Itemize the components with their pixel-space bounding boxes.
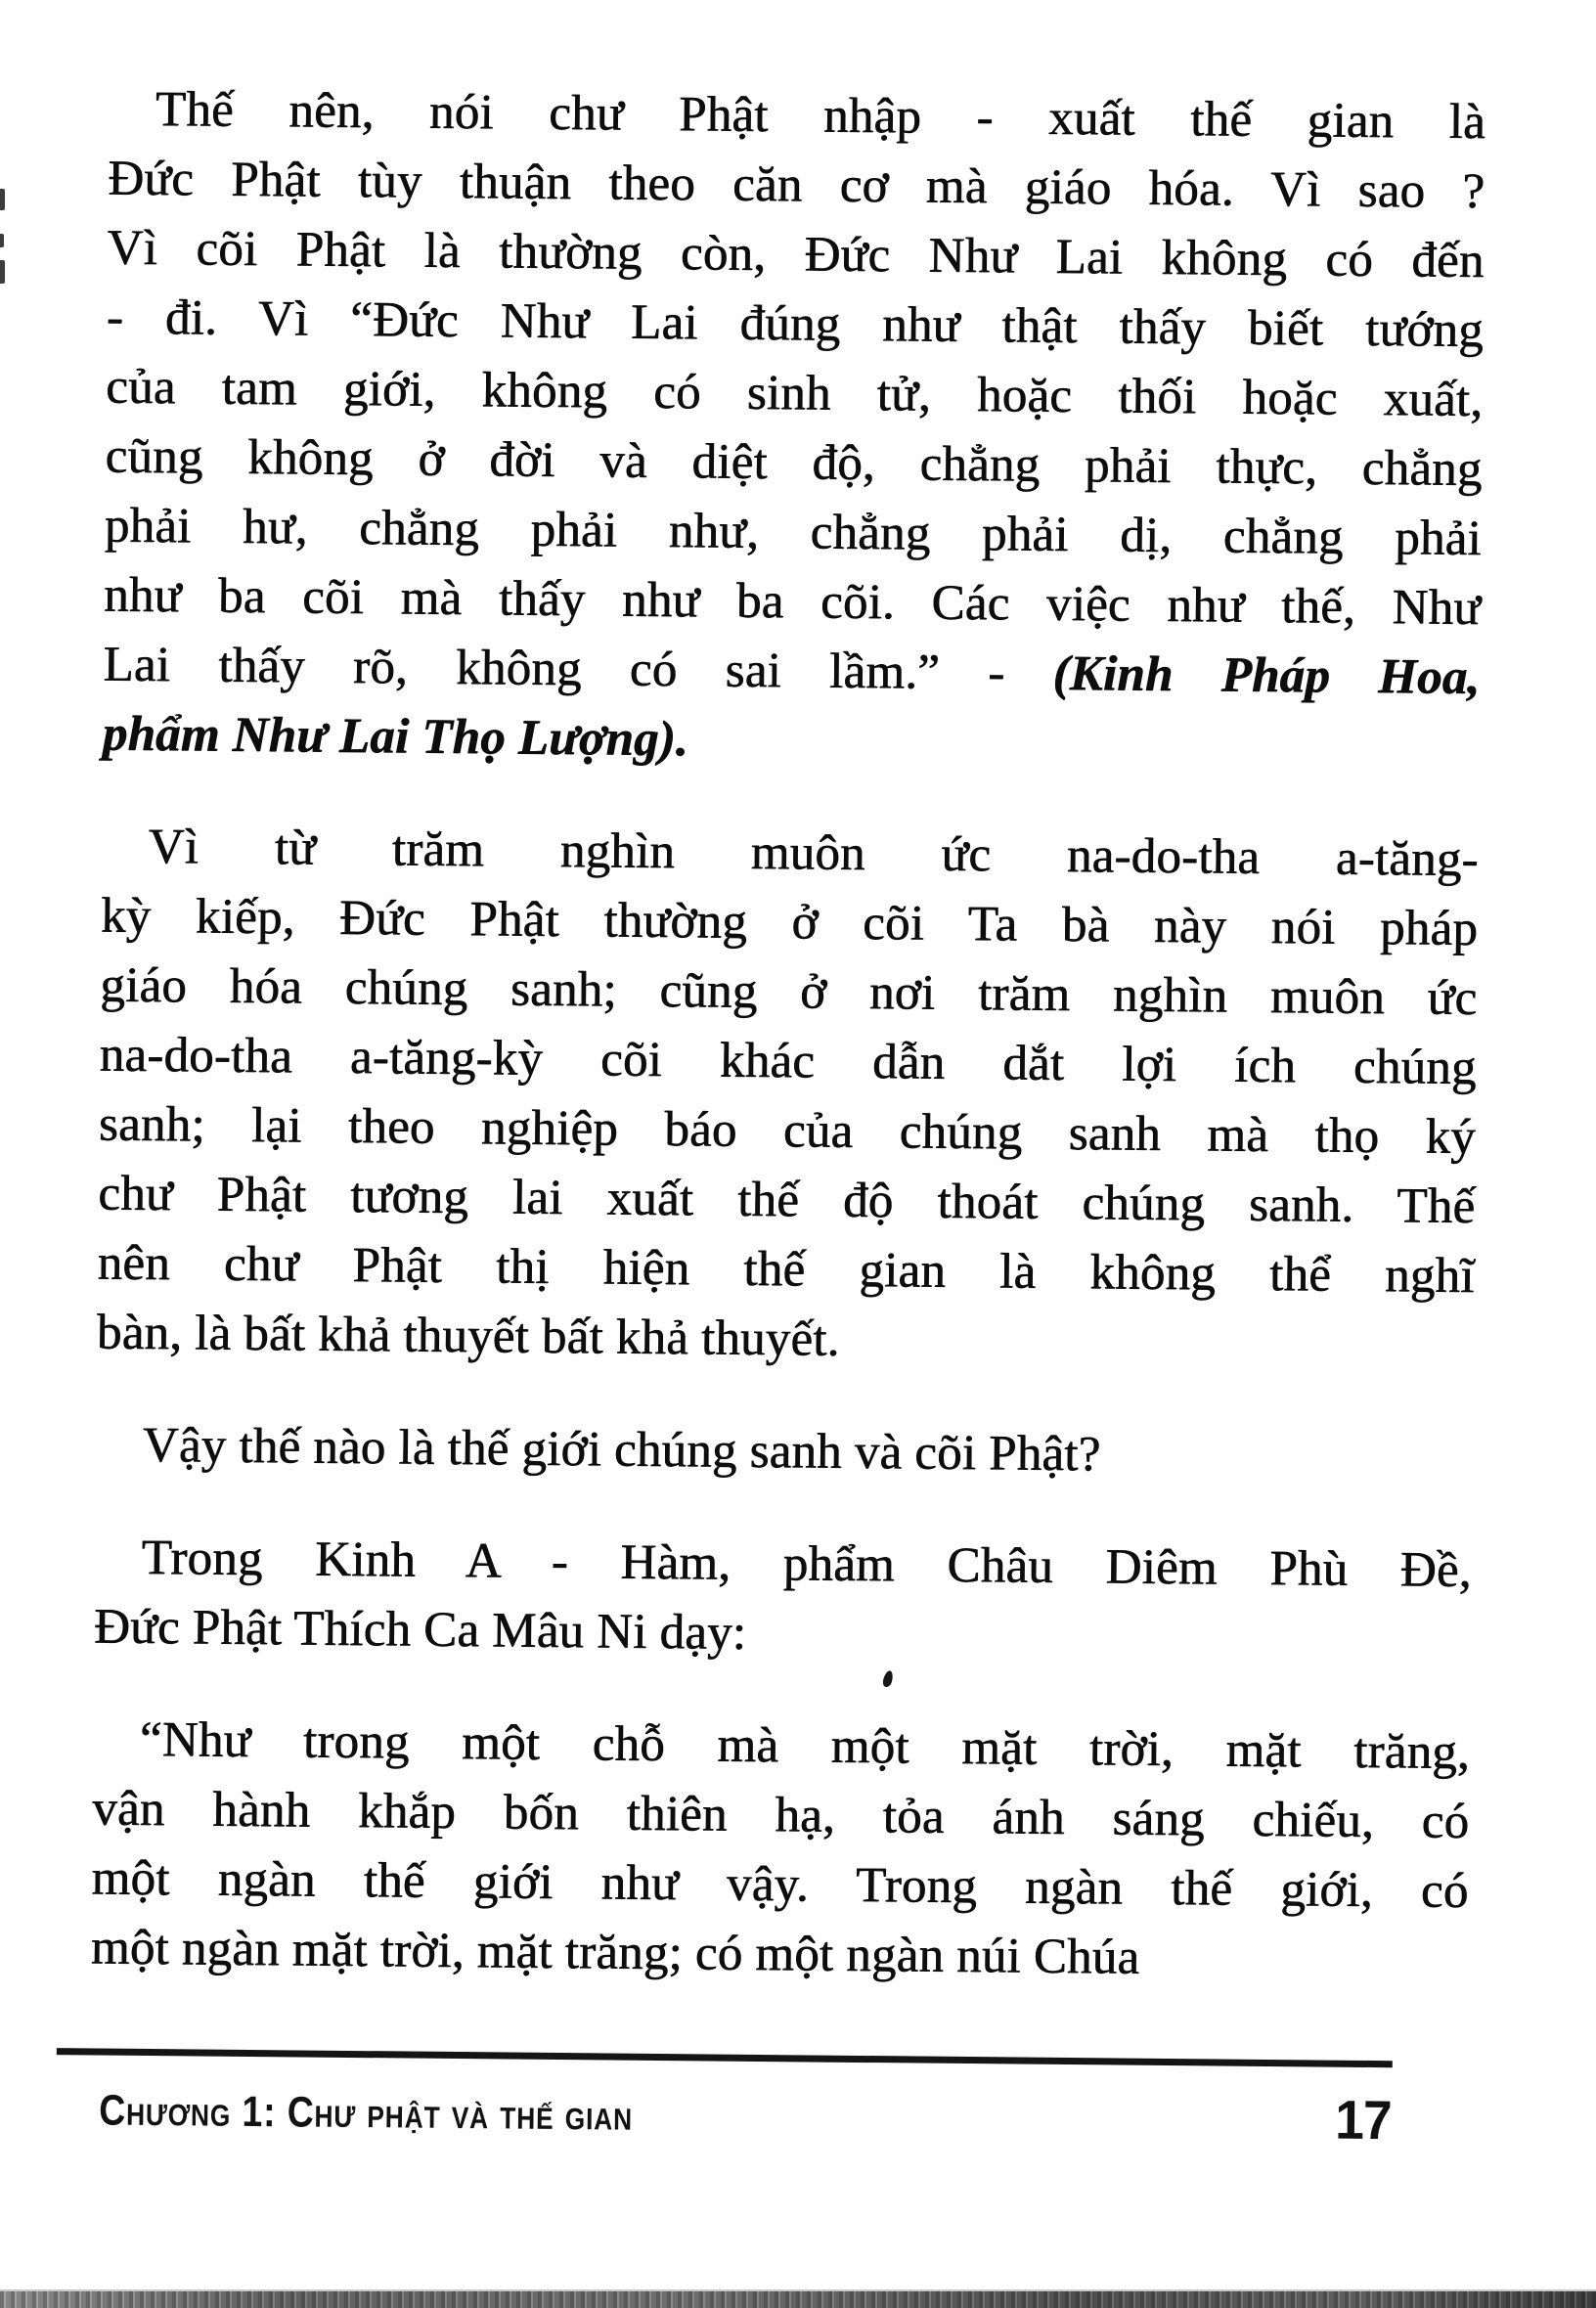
- paragraph: [97, 812, 1479, 1380]
- text-line: [102, 699, 1480, 782]
- text-line: [107, 283, 1485, 366]
- paragraph: [95, 1410, 1473, 1493]
- text-line: [94, 1592, 1472, 1675]
- body-text: kỳ kiếp, Đức Phật thường ở cõi Ta bà này nói pháp: [100, 888, 1479, 956]
- text-line: [105, 422, 1483, 505]
- body-text: “Như trong một chỗ mà một mặt trời, mặt trăng,: [139, 1711, 1471, 1780]
- body-text: - đi. Vì “Đức Như Lai đúng như thật thấy biết tướng: [106, 289, 1485, 358]
- text-line: [97, 1228, 1475, 1311]
- body-text: Vậy thế nào là thế giới chúng sanh và cõi Phật?: [142, 1417, 1101, 1483]
- scan-edge-artifact: [0, 234, 4, 247]
- body-text: chư Phật tương lai xuất thế độ thoát chúng sanh. Thế: [98, 1166, 1476, 1234]
- text-line: [91, 1843, 1469, 1927]
- scripture-citation: phẩm Như Lai Thọ Lượng).: [102, 706, 689, 768]
- text-line: [94, 1523, 1472, 1606]
- text-line: [98, 1159, 1476, 1242]
- text-line: [109, 74, 1486, 157]
- scripture-citation: (Kinh Pháp Hoa,: [1052, 645, 1481, 705]
- text-line: [100, 951, 1478, 1034]
- text-line: [107, 213, 1485, 296]
- body-text: Đức Phật tùy thuận theo căn cơ mà giáo hóa. Vì sao ?: [107, 151, 1485, 220]
- body-text: giáo hóa chúng sanh; cũng ở nơi trăm nghìn muôn ức: [100, 957, 1478, 1026]
- text-line: [91, 1913, 1469, 1996]
- body-text: Trong Kinh A - Hàm, phẩm Châu Diêm Phù Đề,: [141, 1530, 1472, 1598]
- text-line: [93, 1705, 1471, 1788]
- text-line: [92, 1774, 1470, 1857]
- body-text: Thế nên, nói chư Phật nhập - xuất thế gian là: [155, 81, 1486, 151]
- paragraph: [91, 1705, 1471, 1996]
- text-line: [104, 491, 1482, 574]
- footer-chapter-title: Chương 1: Chư phật và thế gian: [99, 2086, 634, 2140]
- body-text: như ba cõi mà thấy như ba cõi. Các việc như thế, Như: [103, 567, 1482, 636]
- paragraph: [102, 74, 1485, 781]
- body-text: vận hành khắp bốn thiên hạ, tỏa ánh sáng chiếu, có: [91, 1781, 1470, 1849]
- page-number: 17: [1334, 2088, 1392, 2152]
- body-text: sanh; lại theo nghiệp báo của chúng sanh mà thọ ký: [98, 1096, 1477, 1165]
- scan-edge-artifact: [0, 260, 5, 284]
- text-line: [101, 812, 1479, 895]
- text-line: [101, 881, 1479, 964]
- body-text: một ngàn thế giới như vậy. Trong ngàn thế giới, có: [91, 1850, 1469, 1919]
- text-line: [97, 1298, 1475, 1381]
- text-line: [104, 560, 1482, 644]
- footer-divider-rule: [57, 2048, 1393, 2067]
- body-text: na-do-tha a-tăng-kỳ cõi khác dẫn dắt lợi ích chúng: [99, 1027, 1477, 1095]
- scan-edge-artifact: [0, 189, 5, 210]
- text-line: [95, 1410, 1473, 1493]
- paragraph: [94, 1523, 1472, 1675]
- body-text: bàn, là bất khả thuyết bất khả thuyết.: [96, 1305, 840, 1367]
- text-line: [103, 630, 1481, 713]
- body-text: Đức Phật Thích Ca Mâu Ni dạy:: [93, 1599, 747, 1661]
- body-text: một ngàn mặt trời, mặt trăng; có một ngàn núi Chúa: [90, 1920, 1140, 1985]
- body-text: Lai thấy rõ, không có sai lầm.” -: [103, 637, 1053, 701]
- scan-bottom-edge: [0, 2289, 1596, 2308]
- text-block: [91, 74, 1486, 1995]
- text-line: [99, 1020, 1477, 1103]
- text-line: [99, 1089, 1477, 1173]
- body-text: phải hư, chẳng phải như, chẳng phải dị, chẳng phải: [104, 498, 1483, 566]
- body-text: Vì từ trăm nghìn muôn ức na-do-tha a-tăng-: [148, 819, 1479, 887]
- body-text: của tam giới, không có sinh tử, hoặc thối hoặc xuất,: [105, 359, 1484, 427]
- text-line: [106, 352, 1484, 435]
- body-text: Vì cõi Phật là thường còn, Đức Như Lai không có đến: [107, 220, 1485, 289]
- text-line: [108, 144, 1485, 227]
- body-text: cũng không ở đời và diệt độ, chẳng phải thực, chẳng: [105, 428, 1483, 497]
- body-text: nên chư Phật thị hiện thế gian là không thể nghĩ: [97, 1235, 1475, 1304]
